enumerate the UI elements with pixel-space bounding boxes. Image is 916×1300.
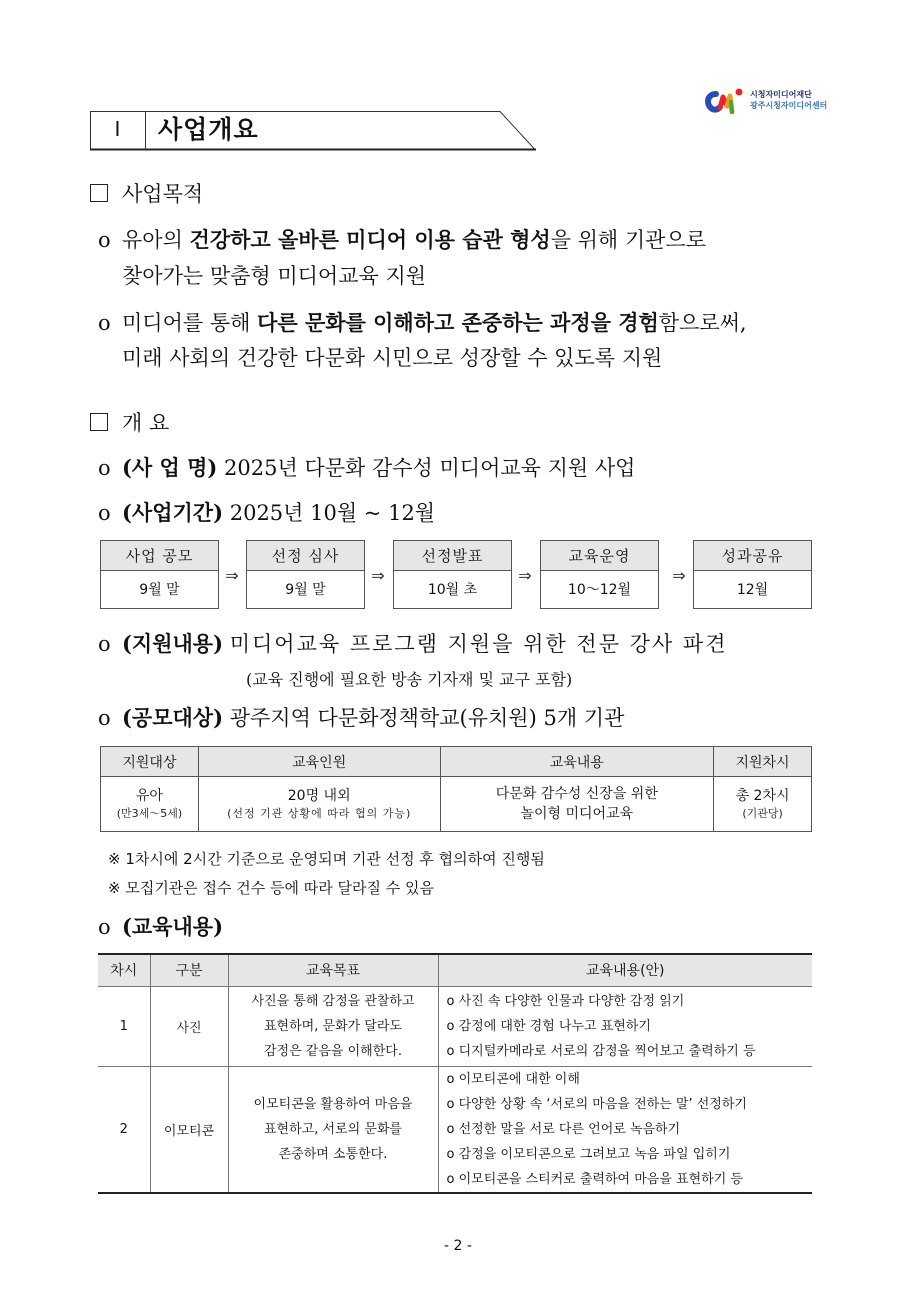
table-row: 유아 (만3세～5세) 20명 내외 (선정 기관 상황에 따라 협의 가능) 다문화 감수성 신장을 위한 놀이형 미디어교육 총 2차시 (기관당) — [101, 777, 812, 832]
timeline-step: 성과공유 12월 — [693, 540, 812, 609]
logo-org-name: 시청자미디어재단 — [750, 90, 812, 99]
education-content-heading: o (교육내용) — [98, 914, 224, 939]
purpose-heading: 사업목적 — [90, 178, 203, 208]
education-table — [98, 953, 812, 1194]
timeline-step: 선정 심사 9월 말 — [246, 540, 365, 609]
purpose-bullet-2: o 미디어를 통해 다른 문화를 이해하고 존중하는 과정을 경험함으로써, — [98, 310, 747, 335]
note-1: ※ 1차시에 2시간 기준으로 운영되며 기관 선정 후 협의하여 진행됨 — [108, 850, 545, 868]
organization-logo — [704, 84, 844, 118]
purpose-bullet-1-continued: 찾아가는 맞춤형 미디어교육 지원 — [122, 264, 427, 288]
target-table — [100, 746, 812, 832]
right-arrow-icon: ⇒ — [371, 566, 385, 585]
purpose-bullet-1: o 유아의 건강하고 올바른 미디어 이용 습관 형성을 위해 기관으로 — [98, 227, 707, 252]
right-arrow-icon: ⇒ — [672, 566, 686, 585]
project-period: o (사업기간) 2025년 10월 ~ 12월 — [98, 500, 436, 525]
timeline-step: 사업 공모 9월 말 — [100, 540, 219, 609]
table-row: 1 사진 사진을 통해 감정을 관찰하고 표현하며, 문화가 달라도 감정은 같음을 이해한다. o 사진 속 다양한 인물과 다양한 감정 읽기 o 감정에 대한 경험 나누고 표현하기 o 디지털카메라로 서로의 감정을 찍어보고 출력하기 등 — [98, 986, 812, 1066]
support-content-note: (교육 진행에 필요한 방송 기자재 및 교구 포함) — [246, 670, 573, 689]
support-content: o (지원내용) 미디어교육 프로그램 지원을 위한 전문 강사 파견 — [98, 631, 728, 656]
section-number: Ⅰ — [114, 117, 121, 141]
overview-heading: 개 요 — [90, 407, 169, 437]
table-header-row: 지원대상 교육인원 교육내용 지원차시 — [101, 747, 812, 777]
project-name: o (사 업 명) 2025년 다문화 감수성 미디어교육 지원 사업 — [98, 455, 636, 480]
table-row: 2 이모티콘 이모티콘을 활용하여 마음을 표현하고, 서로의 문화를 존중하며 소통한다. o 이모티콘에 대한 이해 o 다양한 상황 속 ‘서로의 마음을 전하는 말’ 선정하기 o 선정한 말을 서로 다른 언어로 녹음하기 o 감정을 이모티콘으로 그려보고 녹음 파일 입히기 o 이모티콘을 스티커로 출력하여 마음을 표현하기 등 — [98, 1066, 812, 1193]
section-header-frame — [90, 111, 536, 151]
page-number: - 2 - — [444, 1238, 472, 1254]
right-arrow-icon: ⇒ — [225, 566, 239, 585]
schedule-timeline — [100, 540, 812, 610]
right-arrow-icon: ⇒ — [518, 566, 532, 585]
note-2: ※ 모집기관은 접수 건수 등에 따라 달라질 수 있음 — [108, 879, 435, 897]
section-title: 사업개요 — [158, 115, 259, 144]
square-bullet-icon — [90, 413, 108, 431]
purpose-bullet-2-continued: 미래 사회의 건강한 다문화 시민으로 성장할 수 있도록 지원 — [122, 346, 663, 370]
logo-mark-icon — [704, 88, 744, 114]
timeline-step: 선정발표 10월 초 — [393, 540, 512, 609]
table-header-row: 차시 구분 교육목표 교육내용(안) — [98, 954, 812, 986]
timeline-step: 교육운영 10～12월 — [540, 540, 659, 609]
logo-center-name: 광주시청자미디어센터 — [750, 101, 828, 110]
section-header — [90, 111, 536, 150]
square-bullet-icon — [90, 184, 108, 202]
recruit-target: o (공모대상) 광주지역 다문화정책학교(유치원) 5개 기관 — [98, 705, 625, 730]
